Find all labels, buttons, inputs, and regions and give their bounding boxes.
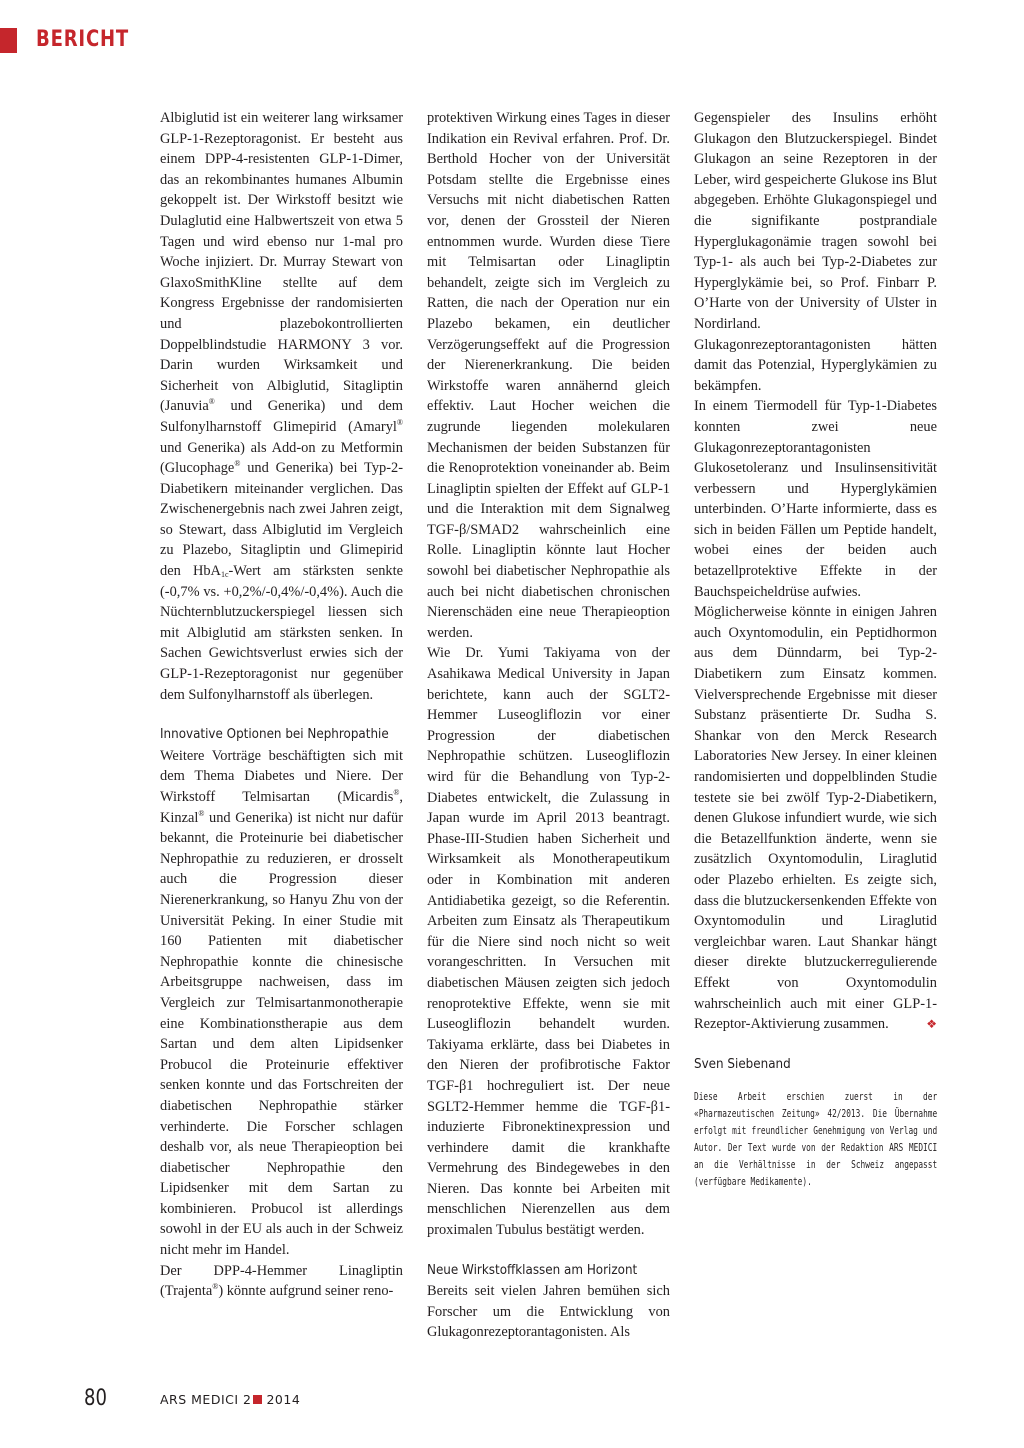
- paragraph-last: [694, 602, 937, 1034]
- column-1: [160, 108, 403, 1302]
- column-2: [427, 108, 670, 1343]
- column-3: [694, 108, 937, 1191]
- journal-name: ARS MEDICI 2: [160, 1392, 252, 1407]
- section-heading: Neue Wirkstoffklassen am Horizont: [427, 1262, 638, 1278]
- paragraph: Weitere Vorträge beschäftigten sich mit dem Thema Diabetes und Niere. Der Wirkstoff Telmisartan (Micardis®, Kinzal® und Generika) ist nicht nur dafür bekannt, die Proteinurie bei diabetischer Nephropathie zu reduzieren, er drosselt auch die Progression dieser Nierenerkrankung, so Hanyu Zhu von der Universität Peking. In einer Studie mit 160 Patienten mit diabetischer Nephropathie konnte die chinesische Arbeitsgruppe nachweisen, dass im Vergleich zur Telmisartanmonotherapie eine Kombinationstherapie aus dem Sartan und dem alten Lipidsenker Probucol die Proteinurie effektiver senken konnte und das Fortschreiten der diabetischen Nephropathie stärker verhinderte. Die Forscher schlagen deshalb vor, als neue Therapieoption bei diabetischer Nephropathie den Lipidsenker mit dem Sartan zu kombinieren. Probucol ist allerdings sowohl in der EU als auch in der Schweiz nicht mehr im Handel.: [160, 747, 403, 1259]
- page-number: 80: [84, 1386, 107, 1411]
- publication-note: Diese Arbeit erschien zuerst in der «Pharmazeutischen Zeitung» 42/2013. Die Übernahme erfolgt mit freundlicher Genehmigung von Verlag und Autor. Der Text wurde von der Redaktion ARS MEDICI an die Verhältnisse in der Schweiz angepasst (verfügbare Medikamente).: [694, 1091, 938, 1189]
- section-heading: Innovative Optionen bei Nephropathie: [160, 727, 389, 743]
- paragraph: Albiglutid ist ein weiterer lang wirksamer GLP-1-Rezeptoragonist. Er besteht aus einem DPP-4-resistenten GLP-1-Dimer, das an rekombinantes humanes Albumin gekoppelt ist. Der Wirkstoff besitzt wie Dulaglutid eine Halbwertszeit von etwa 5 Tagen und wird ebenso nur 1-mal pro Woche injiziert. Dr. Murray Stewart von GlaxoSmithKline stellte auf dem Kongress Ergebnisse der randomisierten und plazebokontrollierten Doppelblindstudie HARMONY 3 vor. Darin wurden Wirksamkeit und Sicherheit von Albiglutid, Sitagliptin (Januvia® und Generika) und dem Sulfonylharnstoff Glimepirid (Amaryl® und Generika) als Add-on zu Metformin (Glucophage® und Generika) bei Typ-2-Diabetikern miteinander verglichen. Das Zwischenergebnis nach zwei Jahren zeigt, so Stewart, dass Albiglutid im Vergleich zu Plazebo, Sitagliptin und Glimepirid den HbA$_{1c}$-Wert am stärksten senkte (-0,7% vs. +0,2%/-0,4%/-0,4%). Auch die Nüchternblutzuckerspiegel liessen sich mit Albiglutid am stärksten senken. In Sachen Gewichtsverlust erwies sich der GLP-1-Rezeptoragonist nur gegenüber dem Sulfonylharnstoff als überlegen.: [160, 110, 403, 703]
- journal-year: 2014: [266, 1392, 301, 1407]
- paragraph: protektiven Wirkung eines Tages in dieser Indikation ein Revival erfahren. Prof. Dr. Berthold Hocher von der Universität Potsdam stellte die Ergebnisse eines Versuchs mit nicht diabetischen Ratten vor, denen der Grossteil der Nieren entnommen wurde. Wurden diese Tiere mit Telmisartan oder Linagliptin behandelt, zeigte sich im Vergleich zu Ratten, die nach der Operation nur ein Plazebo bekamen, ein deutlicher Verzögerungseffekt auf die Progression der Nierenerkrankung. Die beiden Wirkstoffe waren annähernd gleich effektiv. Laut Hocher weichen die zugrunde liegenden molekularen Mechanismen der beiden Substanzen für die Renoprotektion voneinander ab. Beim Linagliptin spielten der Effekt auf GLP-1 und die Interaktion mit dem Signalweg TGF-β/SMAD2 wahrscheinlich eine Rolle. Linagliptin könnte laut Hocher sowohl bei diabetischer Nephropathie als auch bei nicht diabetischen chronischen Nierenschäden eine neue Therapieoption werden.: [427, 110, 670, 641]
- paragraph: Wie Dr. Yumi Takiyama von der Asahikawa Medical University in Japan berichtete, kann auch der SGLT2-Hemmer Luseogliflozin vor einer Progression der diabetischen Nephropathie schützen. Luseogliflozin wird für die Behandlung von Typ-2-Diabetes entwickelt, die Zulassung in Japan wurde im April 2013 beantragt. Phase-III-Studien haben Sicherheit und Wirksamkeit als Monotherapeutikum oder in Kombination mit anderen Antidiabetika gezeigt, so die Referentin. Arbeiten zum Einsatz als Therapeutikum für die Niere sind noch nicht so weit vorangeschritten. In Versuchen mit diabetischen Mäusen zeigten sich jedoch renoprotektive Effekte, wenn sie mit Luseogliflozin behandelt wurden. Takiyama erklärte, dass bei Diabetes in den Nieren der profibrotische Faktor TGF-β1 hochreguliert ist. Der neue SGLT2-Hemmer hemme die TGF-β1-induzierte Fibronektinexpression und verhindere damit die krankhafte Vermehrung des Bindegewebes in den Nieren. Das konnte bei Arbeiten mit menschlichen Nierenzellen aus dem proximalen Tubulus bestätigt werden.: [427, 645, 670, 1239]
- paragraph: Bereits seit vielen Jahren bemühen sich Forscher um die Entwicklung von Glukagonrezeptorantagonisten. Als: [427, 1283, 670, 1341]
- end-of-article-icon: ❖: [926, 1017, 937, 1032]
- footer-square-icon: [253, 1395, 262, 1404]
- paragraph: Gegenspieler des Insulins erhöht Glukagon den Blutzuckerspiegel. Bindet Glukagon an seine Rezeptoren in der Leber, wird gespeicherte Glukose ins Blut abgegeben. Erhöhte Glukagonspiegel und die signifikante postprandiale Hyperglukagonämie tragen sowohl bei Typ-1- als auch bei Typ-2-Diabetes zur Hyperglykämie bei, so Prof. Finbarr P. O’Harte von der University of Ulster in Nordirland. Glukagonrezeptorantagonisten hätten damit das Potenzial, Hyperglykämien zu bekämpfen.: [694, 110, 937, 394]
- section-label: BERICHT: [36, 27, 130, 52]
- author-name: Sven Siebenand: [694, 1056, 791, 1072]
- paragraph: Der DPP-4-Hemmer Linagliptin (Trajenta®) könnte aufgrund seiner reno-: [160, 1262, 403, 1300]
- paragraph: In einem Tiermodell für Typ-1-Diabetes konnten zwei neue Glukagonrezeptorantagonisten Glukosetoleranz und Insulinsensitivität verbessern und Hyperglykämien unterbinden. O’Harte informierte, dass es sich in beiden Fällen um Peptide handelt, wobei eines der beiden auch betazellprotektive Effekte in der Bauchspeicheldrüse aufwies.: [694, 398, 937, 600]
- journal-footer: [160, 1392, 300, 1408]
- section-color-mark: [0, 28, 17, 53]
- paragraph-text: Möglicherweise könnte in einigen Jahren auch Oxyntomodulin, ein Peptidhormon aus dem Dünndarm, bei Typ-2-Diabetikern zum Einsatz kommen. Vielversprechende Ergebnisse mit dieser Substanz präsentierte Dr. Sudha S. Shankar von den Merck Research Laboratories New Jersey. In einer kleinen randomisierten und doppelblinden Studie testete sie bei zwölf Typ-2-Diabetikern, denen Glukose infundiert wurde, wie sich die Betazellfunktion änderte, wenn sie zusätzlich Oxyntomodulin, Liraglutid oder Plazebo erhielten. Es zeigte sich, dass die blutzuckersenkenden Effekte von Oxyntomodulin und Liraglutid vergleichbar waren. Laut Shankar hängt dieser direkte blutzuckerregulierende Effekt von Oxyntomodulin wahrscheinlich auch mit einer GLP-1-Rezeptor-Aktivierung zusammen.: [694, 604, 937, 1033]
